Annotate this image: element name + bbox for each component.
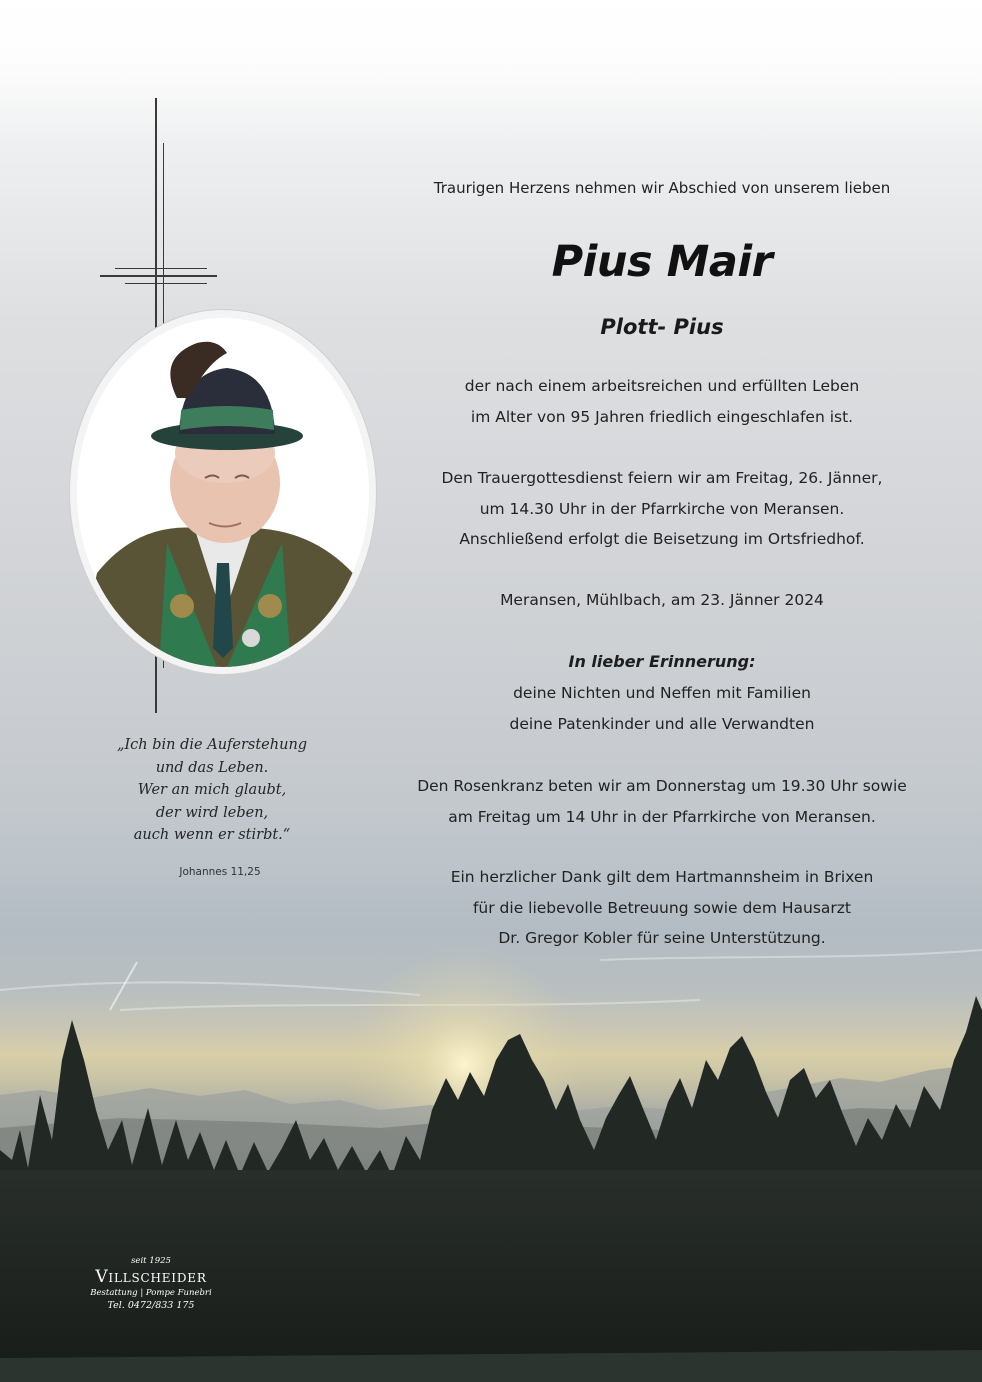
place-date: Meransen, Mühlbach, am 23. Jänner 2024 (500, 591, 824, 609)
logo-since: seit 1925 (131, 1256, 171, 1266)
logo-phone: Tel. 0472/833 175 (107, 1300, 195, 1311)
deceased-name: Pius Mair (551, 237, 773, 287)
service-line: Den Trauergottesdienst feiern wir am Freitag, 26. Jänner, (441, 469, 883, 487)
funeral-home-logo (76, 1256, 226, 1313)
portrait-photo (77, 318, 369, 667)
thanks-line: Ein herzlicher Dank gilt dem Hartmannsheim in Brixen (450, 868, 874, 886)
service-line: um 14.30 Uhr in der Pfarrkirche von Meransen. (479, 499, 845, 518)
bible-quote (112, 734, 312, 847)
quote-line: auch wenn er stirbt.“ (133, 827, 291, 843)
life-line: im Alter von 95 Jahren friedlich eingeschlafen ist. (470, 407, 854, 426)
memory-heading: In lieber Erinnerung: (568, 652, 756, 671)
rosary-line: Den Rosenkranz beten wir am Donnerstag um 19.30 Uhr sowie (417, 777, 907, 795)
rosary-line: am Freitag um 14 Uhr in der Pfarrkirche von Meransen. (448, 807, 876, 826)
service-line: Anschließend erfolgt die Beisetzung im Ortsfriedhof. (459, 530, 865, 548)
memory-line: deine Nichten und Neffen mit Familien (513, 684, 811, 702)
service-paragraph (410, 463, 914, 555)
logo-subtitle: Bestattung | Pompe Funebri (90, 1288, 212, 1298)
life-line: der nach einem arbeitsreichen und erfüllten Leben (464, 377, 860, 395)
quote-line: der wird leben, (155, 804, 269, 821)
quote-line: Wer an mich glaubt, (137, 782, 287, 798)
nickname: Plott- Pius (600, 315, 724, 339)
logo-name: Villscheider (95, 1267, 207, 1287)
thanks-paragraph (410, 862, 914, 954)
intro-line: Traurigen Herzens nehmen wir Abschied von unserem lieben (433, 179, 891, 197)
memory-section (410, 652, 914, 739)
memory-line: deine Patenkinder und alle Verwandten (509, 714, 815, 733)
life-paragraph (410, 371, 914, 432)
quote-line: und das Leben. (155, 759, 269, 776)
thanks-line: für die liebevolle Betreuung sowie dem Hausarzt (472, 898, 852, 917)
quote-reference: Johannes 11,25 (179, 866, 261, 878)
rosary-paragraph (410, 771, 914, 832)
quote-line: „Ich bin die Auferstehung (116, 737, 308, 753)
thanks-line: Dr. Gregor Kobler für seine Unterstützung. (498, 929, 826, 947)
